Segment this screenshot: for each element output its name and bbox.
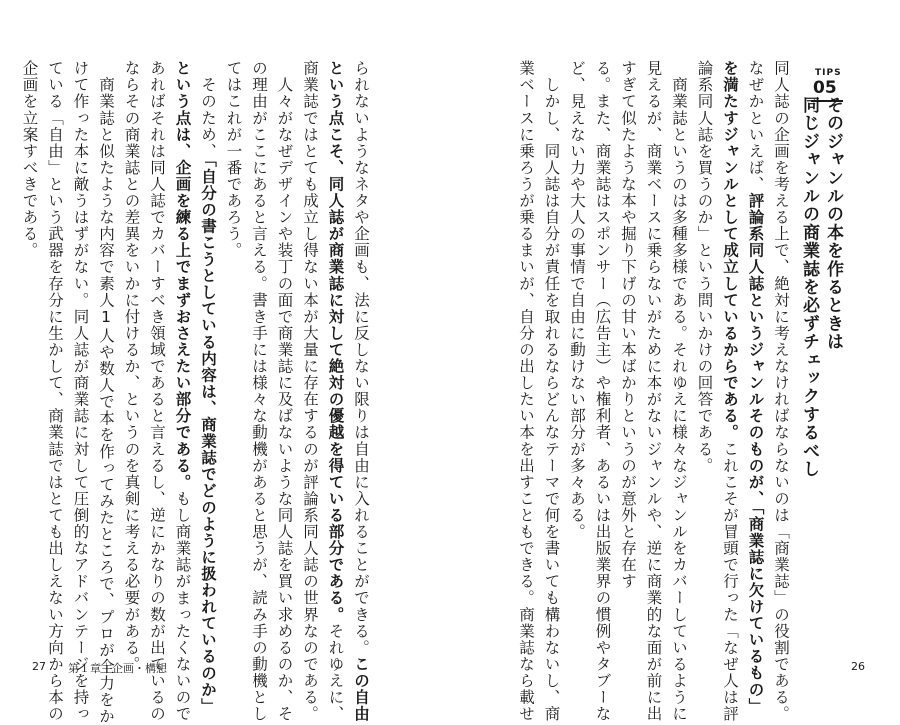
tips-label: TIPS [815,68,842,78]
tips-heading-line-2: 同じジャンルの商業誌を必ずチェックするべし [799,96,819,479]
text-column [593,60,613,722]
text-segment: 企画を立案すべきである。 [20,60,39,259]
text-column [351,60,371,722]
text-segment: そのため、 [199,60,217,160]
text-column [147,60,167,722]
text-segment: られないようなネタや企画も、法に反しない限りは自由に入れることができる。 [352,60,370,656]
text-column [542,60,562,722]
text-column [122,60,142,672]
right-page-number: 26 [851,660,865,673]
text-column [275,60,295,722]
text-segment: 商業誌ではとても成立し得ない本が大量に存在するのが評論系同人誌の世界なのである。 [301,60,319,722]
text-column [71,60,91,722]
bold-text-segment: この自由 [352,655,370,723]
text-column [669,60,689,722]
text-segment: もし商業誌がまったくないので [173,490,192,723]
text-segment: てはこれが一番であろう。 [224,60,243,259]
text-column [249,60,269,722]
text-segment: しかし、同人誌は自分が責任を取れるならどんなテーマで何を書いても構わないし、商 [542,60,561,722]
text-column [96,60,116,725]
text-segment: すぎて似たような本や掘り下げの甘い本ばかりというのが意外と存在す [619,60,637,590]
text-segment: なぜかといえば、 [746,60,765,193]
text-column [20,60,40,259]
bold-text-segment: という点は、企画を練る上でまずおさえたい部分である。 [173,60,192,491]
bold-text-segment: 「自分の書こうとしている内容は、商業誌でどのように扱われているのか」 [199,159,217,715]
tips-number: 05 [813,78,837,98]
text-segment: これこそが冒頭で行った「なぜ人は評 [721,440,739,723]
text-segment: ならその商業誌との差異をいかに付けるか、というのを真剣に考える必要がある。 [122,60,141,673]
text-column [326,60,346,722]
text-column [567,60,587,540]
text-column [198,60,218,714]
bold-text-segment: を満たすジャンルとして成立しているからである。 [721,60,739,441]
text-segment: 商業誌というのは多種多様である。それゆえに様々なジャンルをカバーしているように [670,60,688,722]
text-segment: けて作った本に敵うはずがない。同人誌が商業誌に対して圧倒的なアドバンテージを持っ [71,60,90,722]
running-footer: 第１章｜企画・構想 [68,662,167,675]
text-segment: 論系同人誌を買うのか」という問いかけの回答である。 [695,60,714,474]
text-segment: 見えるが、商業ベースに乗らないがために本がないジャンルや、逆に商業的な面が前に出 [644,60,663,722]
text-column [618,60,638,590]
text-segment: 商業誌と似たような内容で素人1人や数人で本を作ってみたところで、プロが全力をか [97,60,115,725]
text-column [516,60,536,722]
text-column [771,60,791,722]
text-segment: ている「自由」という武器を存分に生かして、商業誌ではとても出しえない方向から本の [46,60,64,722]
bold-text-segment: 評論系同人誌というジャンルそのものが、「商業誌に欠けているもの」 [746,192,765,715]
text-column [644,60,664,722]
text-column [720,60,740,722]
text-column [300,60,320,722]
text-segment: る。また、商業誌はスポンサー（広告主）や権利者、あるいは出版業界の慣例やタブーな [593,60,612,722]
text-segment: 業ベースに乗ろうが乗るまいが、自分の出したい本を出すこともできる。商業誌なら載せ [517,60,535,722]
tips-heading-line-1: そのジャンルの本を作るときは [823,96,843,351]
text-segment: 人々がなぜデザインや装丁の面で商業誌に及ばないような同人誌を買い求めるのか、そ [275,60,294,722]
text-segment: の理由がここにあると言える。書き手には様々な動機があると思うが、読み手の動機とし [250,60,268,722]
text-column [695,60,715,474]
text-segment: 同人誌の企画を考える上で、絶対に考えなければならないのは「商業誌」の役割である。 [772,60,790,722]
bold-text-segment: という点こそ、同人誌が商業誌に対して絶対の優越を得ている部分である。 [326,60,345,623]
text-column [173,60,193,722]
text-column [224,60,244,259]
text-column [746,60,766,714]
text-segment: ど、見えない力や大人の事情で自由に動けない部分が多々ある。 [568,60,586,540]
left-page-number: 27 [32,660,46,673]
text-segment: それゆえに、 [326,622,345,723]
text-segment: あればそれは同人誌でカバーすべき領域であると言えるし、逆にかなりの数が出ているの [148,60,166,722]
text-column [45,60,65,722]
